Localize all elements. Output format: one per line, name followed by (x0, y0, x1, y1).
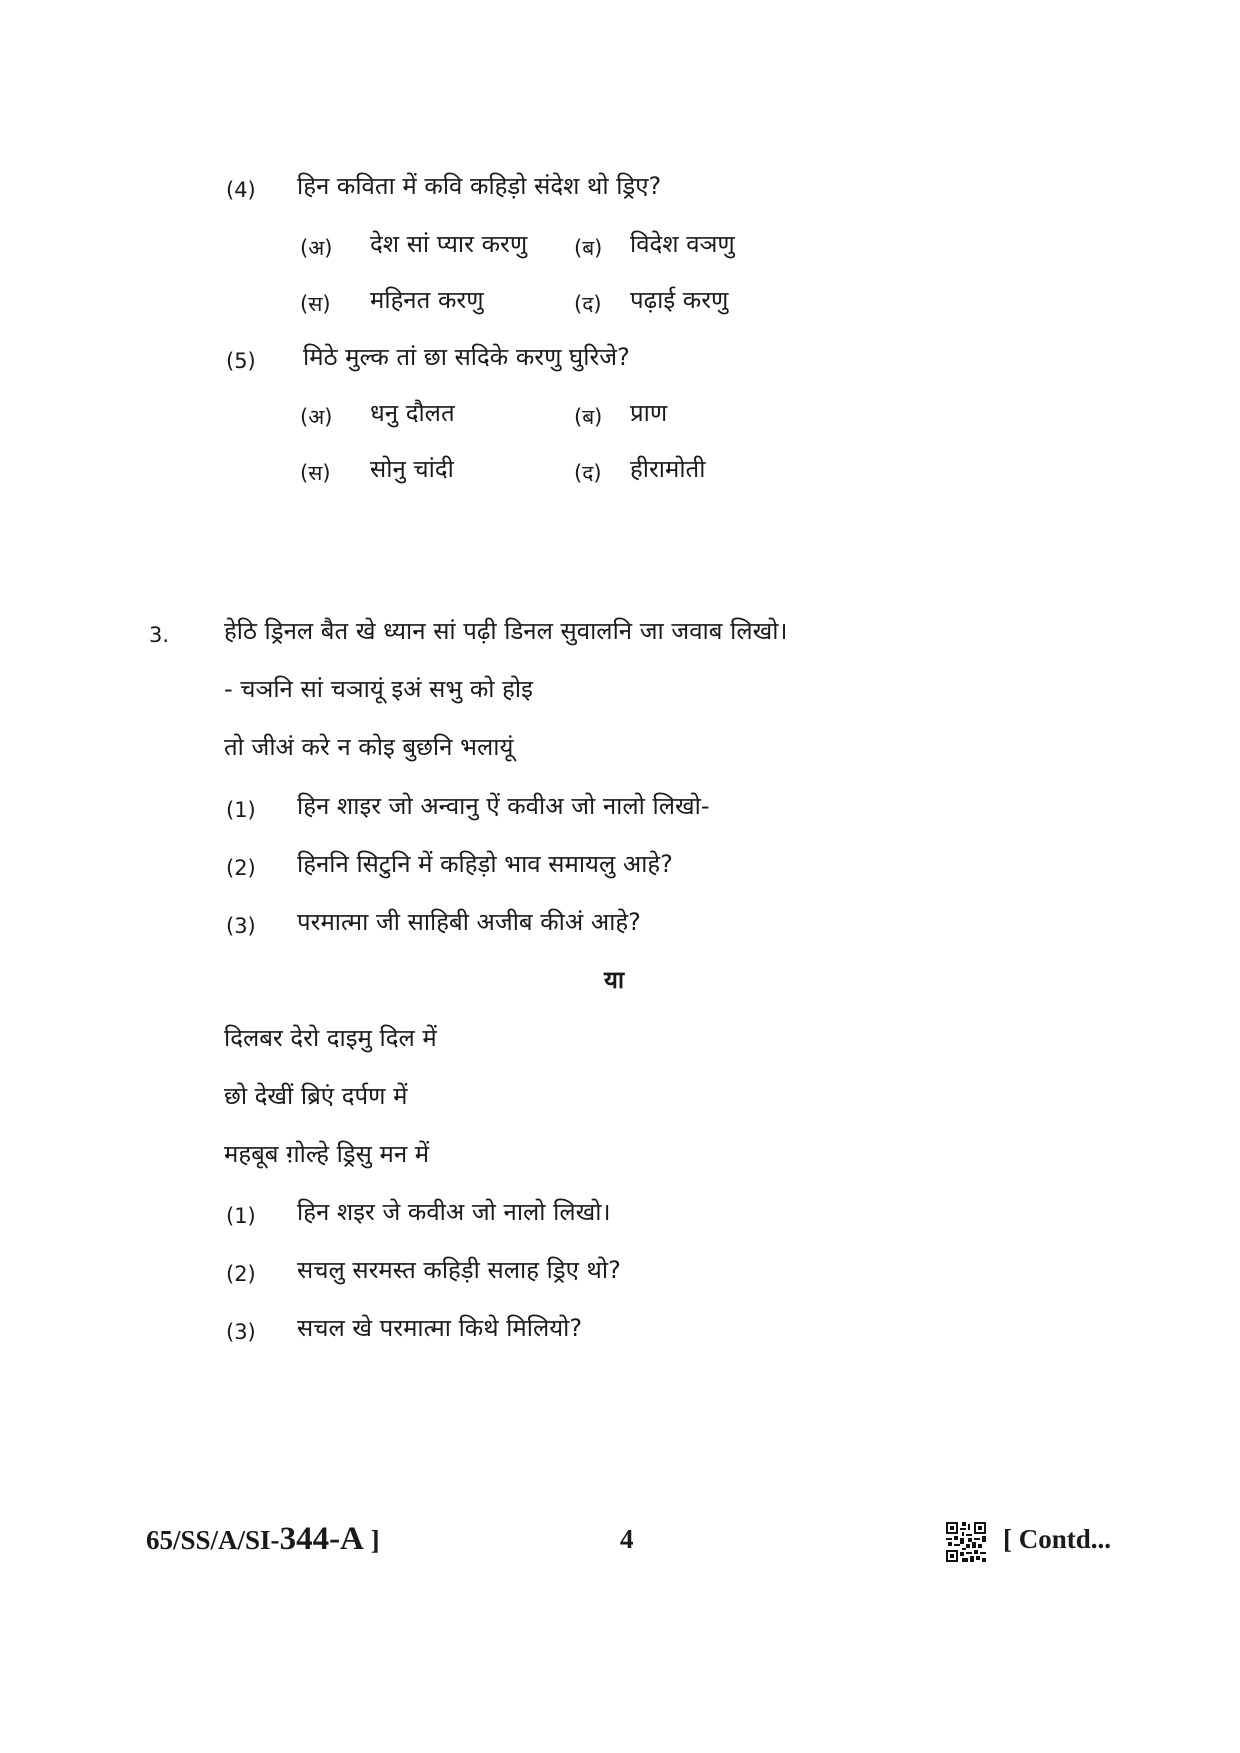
page-number: 4 (620, 1524, 634, 1554)
q3-verse-line-1: - चञनि सां चञायूं इअं सभु को होइ (224, 675, 533, 703)
paper-code-prefix: 65/SS/A/SI- (146, 1525, 280, 1555)
q3-instruction: हेठि ड्रिनल बैत खे ध्यान सां पढ़ी डिनल सुवालनि जा जवाब लिखो। (224, 617, 788, 645)
q4-opt-d-text: पढ़ाई करणु (630, 286, 729, 314)
q5-opt-d-text: हीरामोती (630, 455, 706, 483)
or-label: या (604, 966, 625, 994)
q3-sub-2-number: (2) (226, 856, 256, 880)
q5-opt-a-label: (अ) (300, 405, 333, 429)
q4-opt-b-text: विदेश वञणु (630, 230, 735, 258)
q5-opt-c-label: (स) (300, 461, 331, 485)
paper-code-main: 344-A (279, 1521, 364, 1557)
q3-sub-1-text: हिन शाइर जो अन्वानु ऐं कवीअ जो नालो लिखो- (297, 792, 710, 820)
q5-opt-c-text: सोनु चांदी (370, 455, 454, 483)
q4-opt-c-text: महिनत करणु (370, 286, 484, 314)
q4-opt-a-label: (अ) (300, 236, 333, 260)
q4-opt-a-text: देश सां प्यार करणु (370, 230, 528, 258)
q5-number: (5) (226, 349, 256, 373)
q3-sub-1-number: (1) (226, 798, 256, 822)
qr-code-icon (946, 1522, 986, 1562)
q3-number: 3. (149, 623, 170, 647)
q3-sub-2-text: हिननि सिटुनि में कहिड़ो भाव समायलु आहे? (297, 850, 673, 878)
paper-code (146, 1522, 380, 1557)
contd-label: [ Contd... (1003, 1524, 1112, 1554)
q5-opt-b-label: (ब) (574, 405, 603, 429)
q3-alt-sub-3-number: (3) (226, 1320, 256, 1344)
q4-opt-c-label: (स) (300, 292, 331, 316)
q5-opt-b-text: प्राण (630, 399, 668, 427)
q5-text: मिठे मुल्क तां छा सदिके करणु घुरिजे? (303, 343, 630, 371)
q5-opt-d-label: (द) (574, 461, 602, 485)
paper-code-suffix: ] (363, 1525, 380, 1555)
q3-sub-3-number: (3) (226, 914, 256, 938)
q4-text: हिन कविता में कवि कहिड़ो संदेश थो ड्रिए? (297, 172, 662, 200)
q3-verse2-line-2: छो देखीं ब्रिएं दर्पण में (224, 1082, 408, 1110)
q4-opt-d-label: (द) (574, 292, 602, 316)
q3-alt-sub-3-text: सचल खे परमात्मा किथे मिलियो? (297, 1314, 583, 1342)
q3-alt-sub-2-number: (2) (226, 1262, 256, 1286)
q3-alt-sub-1-number: (1) (226, 1204, 256, 1228)
q3-alt-sub-1-text: हिन शइर जे कवीअ जो नालो लिखो। (297, 1198, 611, 1226)
q3-alt-sub-2-text: सचलु सरमस्त कहिड़ी सलाह ड्रिए थो? (297, 1256, 621, 1284)
q3-sub-3-text: परमात्मा जी साहिबी अजीब कीअं आहे? (297, 908, 641, 936)
q3-verse2-line-3: महबूब ग़ोल्हे ड्रिसु मन में (224, 1140, 430, 1168)
q4-number: (4) (226, 178, 256, 202)
q5-opt-a-text: धनु दौलत (370, 399, 455, 427)
q4-opt-b-label: (ब) (574, 236, 603, 260)
q3-verse2-line-1: दिलबर देरो दाइमु दिल में (224, 1024, 437, 1052)
q3-verse-line-2: तो जीअं करे न कोइ बुछनि भलायूं (224, 733, 514, 761)
